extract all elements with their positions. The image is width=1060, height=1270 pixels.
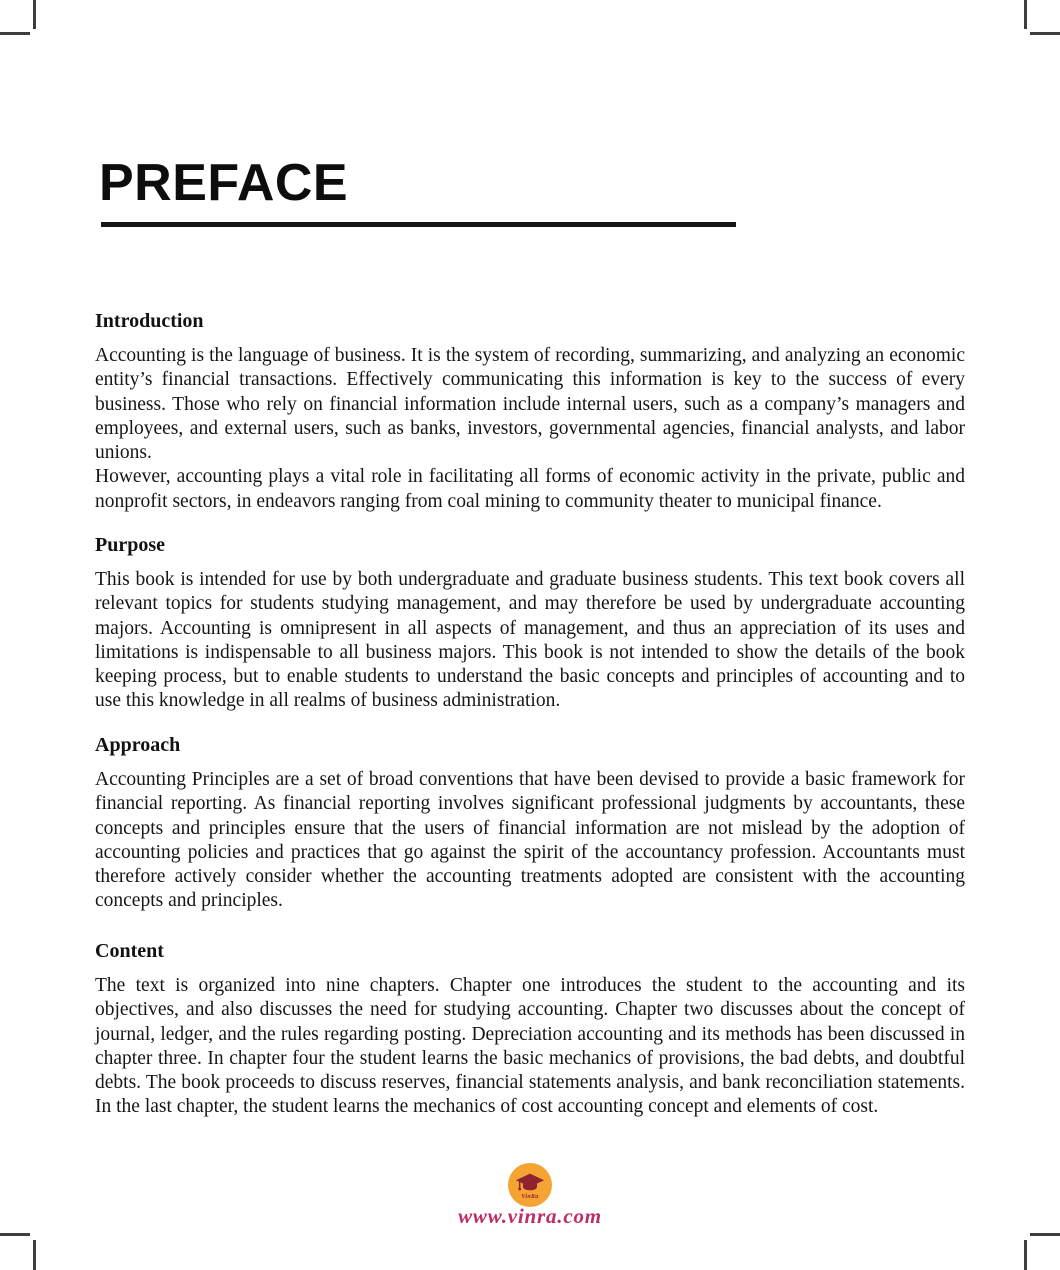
section-introduction-paragraph-2: However, accounting plays a vital role in facilitating all forms of economic activity in the private, public and nonprofit sectors, in endeavors ranging from coal mining to community theater to municipal finance. xyxy=(95,466,965,512)
crop-mark-top-left-horizontal xyxy=(0,32,30,35)
section-introduction-paragraph-1: Accounting is the language of business. It is the system of recording, summarizing, and analyzing an economic entity’s financial transactions. Effectively communicating this information is key to the success of every business. Those who rely on financial information include internal users, such as a company’s managers and employees, and external users, such as banks, investors, governmental agencies, financial analysts, and labor unions. xyxy=(95,345,965,464)
section-approach-paragraph: Accounting Principles are a set of broad conventions that have been devised to provide a basic framework for financial reporting. As financial reporting involves significant professional judgments by accountants, these concepts and principles ensure that the users of financial information are not mislead by the adoption of accounting policies and practices that go against the spirit of the accountancy profession. Accountants must therefore actively consider whether the accounting treatments adopted are consistent with the accounting concepts and principles. xyxy=(95,769,965,912)
logo-wordmark: VinRa xyxy=(521,1193,539,1200)
title-underline xyxy=(101,222,736,227)
section-approach xyxy=(95,733,965,914)
crop-mark-bottom-left-vertical xyxy=(33,1240,36,1270)
section-content-paragraph: The text is organized into nine chapters. Chapter one introduces the student to the accounting and its objectives, and also discusses the need for studying accounting. Chapter two discusses about the concept of journal, ledger, and the rules regarding posting. Depreciation accounting and its methods has been discussed in chapter three. In chapter four the student learns the basic mechanics of provisions, the bad debts, and doubtful debts. The book proceeds to discuss reserves, financial statements analysis, and bank reconciliation statements. In the last chapter, the student learns the mechanics of cost accounting concept and elements of cost. xyxy=(95,975,965,1118)
crop-mark-bottom-left-horizontal xyxy=(0,1233,30,1236)
crop-mark-bottom-right-horizontal xyxy=(1030,1233,1060,1236)
crop-mark-top-right-horizontal xyxy=(1030,32,1060,35)
crop-mark-bottom-right-vertical xyxy=(1024,1240,1027,1270)
section-approach-heading: Approach xyxy=(95,734,181,756)
publisher-url: www.vinra.com xyxy=(458,1204,602,1228)
graduation-cap-icon xyxy=(515,1172,545,1194)
section-content-heading: Content xyxy=(95,940,164,962)
section-purpose-heading: Purpose xyxy=(95,534,165,556)
section-content xyxy=(95,939,965,1120)
section-purpose xyxy=(95,533,965,714)
publisher-logo xyxy=(508,1163,552,1207)
page-title: PREFACE xyxy=(99,154,349,212)
section-introduction-heading: Introduction xyxy=(95,310,204,332)
section-purpose-paragraph: This book is intended for use by both undergraduate and graduate business students. This text book covers all relevant topics for students studying management, and may therefore be used by undergraduate accounting majors. Accounting is omnipresent in all aspects of management, and thus an appreciation of its uses and limitations is indispensable to all business majors. This book is not intended to show the details of the book keeping process, but to enable students to understand the basic concepts and principles of accounting and to use this knowledge in all realms of business administration. xyxy=(95,569,965,712)
crop-mark-top-right-vertical xyxy=(1024,0,1027,29)
section-introduction xyxy=(95,309,965,514)
crop-mark-top-left-vertical xyxy=(33,0,36,29)
